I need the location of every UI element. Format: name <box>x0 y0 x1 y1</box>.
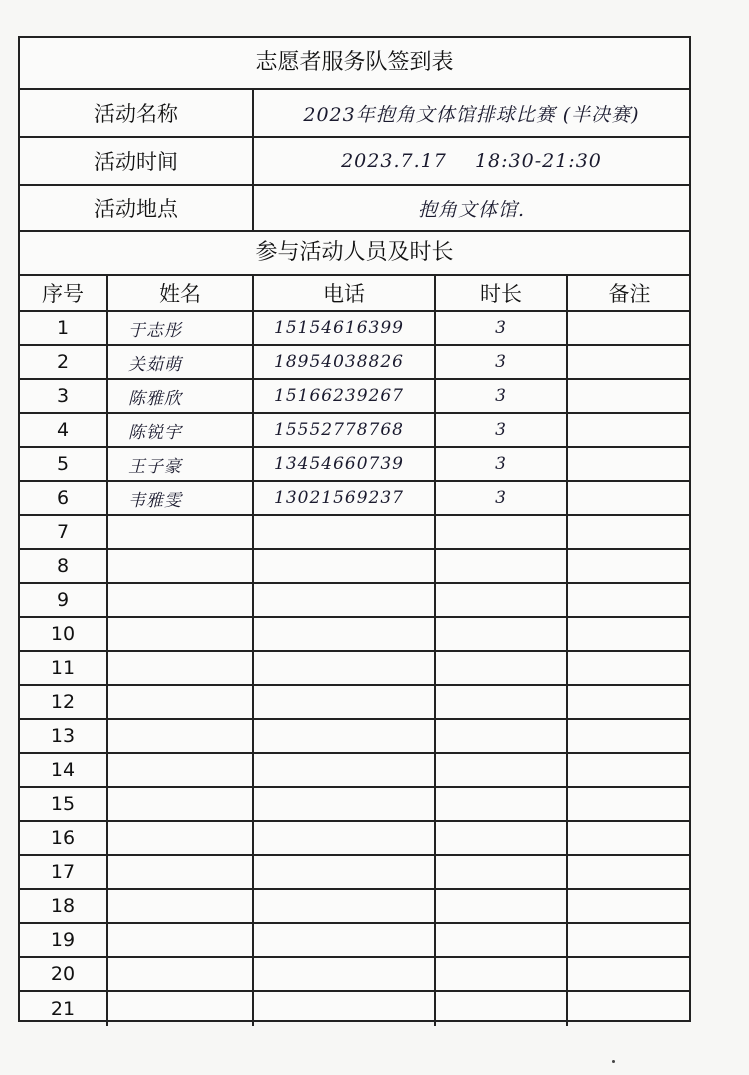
cell-hours <box>436 890 568 922</box>
cell-hours <box>436 686 568 718</box>
info-label: 活动名称 <box>20 90 254 136</box>
cell-note <box>568 448 691 480</box>
cell-note <box>568 924 691 956</box>
table-row <box>20 312 689 346</box>
column-header: 姓名 <box>108 276 254 310</box>
cell-name: 陈雅欣 <box>108 380 254 412</box>
cell-note <box>568 584 691 616</box>
info-value: 抱角文体馆. <box>417 198 526 221</box>
cell-hours <box>436 856 568 888</box>
cell-no: 20 <box>20 958 108 990</box>
info-row-activity-time <box>20 138 689 186</box>
cell-hours <box>436 550 568 582</box>
cell-name <box>108 754 254 786</box>
cell-phone <box>254 788 436 820</box>
cell-note <box>568 958 691 990</box>
column-header: 备注 <box>608 282 651 306</box>
cell-phone: 15154616399 <box>254 312 436 344</box>
cell-no: 14 <box>20 754 108 786</box>
cell-hours: 3 <box>436 312 568 344</box>
cell-no: 11 <box>20 652 108 684</box>
cell-note <box>568 380 691 412</box>
cell-note <box>568 652 691 684</box>
cell-name <box>108 686 254 718</box>
column-header: 时长 <box>436 276 568 310</box>
table-row <box>20 346 689 380</box>
table-row <box>20 822 689 856</box>
cell-phone: 15552778768 <box>254 414 436 446</box>
cell-name <box>108 822 254 854</box>
cell-note <box>568 856 691 888</box>
info-value: 2023.7.17 18:30-21:30 <box>341 150 602 172</box>
cell-name <box>108 550 254 582</box>
speck <box>612 1060 615 1063</box>
cell-phone <box>254 686 436 718</box>
cell-note <box>568 346 691 378</box>
cell-hours <box>436 720 568 752</box>
sheet-title: 志愿者服务队签到表 <box>20 38 689 90</box>
cell-phone <box>254 992 436 1026</box>
cell-name <box>108 890 254 922</box>
cell-name <box>108 516 254 548</box>
section-title: 参与活动人员及时长 <box>20 232 689 276</box>
cell-hours <box>436 788 568 820</box>
table-row <box>20 754 689 788</box>
cell-note <box>568 414 691 446</box>
info-row-activity-location <box>20 186 689 232</box>
cell-hours: 3 <box>436 346 568 378</box>
cell-no: 3 <box>20 380 108 412</box>
cell-no: 13 <box>20 720 108 752</box>
cell-hours <box>436 754 568 786</box>
cell-hours <box>436 958 568 990</box>
cell-no: 21 <box>20 992 108 1026</box>
info-value: 2023年抱角文体馆排球比赛 (半决赛) <box>303 103 640 126</box>
table-row <box>20 380 689 414</box>
cell-no: 4 <box>20 414 108 446</box>
cell-name <box>108 652 254 684</box>
table-row <box>20 414 689 448</box>
cell-hours: 3 <box>436 414 568 446</box>
column-header: 电话 <box>254 276 436 310</box>
cell-no: 16 <box>20 822 108 854</box>
sign-in-sheet <box>18 36 691 1022</box>
cell-no: 6 <box>20 482 108 514</box>
cell-name: 陈锐宇 <box>108 414 254 446</box>
cell-no: 8 <box>20 550 108 582</box>
table-header-row <box>20 276 689 312</box>
cell-no: 17 <box>20 856 108 888</box>
cell-phone: 18954038826 <box>254 346 436 378</box>
cell-name: 韦雅雯 <box>108 482 254 514</box>
table-row <box>20 788 689 822</box>
info-row-activity-name <box>20 90 689 138</box>
cell-note <box>568 550 691 582</box>
cell-hours <box>436 516 568 548</box>
cell-note <box>568 516 691 548</box>
table-row <box>20 448 689 482</box>
cell-note <box>568 618 691 650</box>
table-row <box>20 890 689 924</box>
cell-name <box>108 992 254 1026</box>
cell-no: 12 <box>20 686 108 718</box>
cell-phone <box>254 958 436 990</box>
cell-note <box>568 992 691 1026</box>
cell-name <box>108 618 254 650</box>
cell-note <box>568 890 691 922</box>
cell-phone <box>254 618 436 650</box>
table-row <box>20 856 689 890</box>
cell-hours: 3 <box>436 448 568 480</box>
cell-name: 王子豪 <box>108 448 254 480</box>
cell-note <box>568 822 691 854</box>
table-row <box>20 618 689 652</box>
table-row <box>20 516 689 550</box>
cell-phone <box>254 584 436 616</box>
cell-phone: 13454660739 <box>254 448 436 480</box>
cell-phone <box>254 890 436 922</box>
cell-note <box>568 754 691 786</box>
cell-phone <box>254 516 436 548</box>
cell-phone <box>254 652 436 684</box>
table-row <box>20 992 689 1026</box>
cell-hours: 3 <box>436 380 568 412</box>
cell-phone <box>254 550 436 582</box>
cell-phone: 13021569237 <box>254 482 436 514</box>
cell-no: 1 <box>20 312 108 344</box>
cell-hours: 3 <box>436 482 568 514</box>
cell-hours <box>436 618 568 650</box>
cell-phone <box>254 720 436 752</box>
cell-name <box>108 720 254 752</box>
cell-phone <box>254 924 436 956</box>
cell-no: 9 <box>20 584 108 616</box>
cell-no: 5 <box>20 448 108 480</box>
cell-name: 于志彤 <box>108 312 254 344</box>
cell-no: 15 <box>20 788 108 820</box>
cell-phone <box>254 754 436 786</box>
table-row <box>20 550 689 584</box>
cell-name <box>108 788 254 820</box>
info-label: 活动地点 <box>20 186 254 230</box>
cell-name: 关茹萌 <box>108 346 254 378</box>
cell-note <box>568 788 691 820</box>
cell-no: 18 <box>20 890 108 922</box>
table-row <box>20 686 689 720</box>
cell-note <box>568 482 691 514</box>
cell-phone <box>254 856 436 888</box>
cell-hours <box>436 822 568 854</box>
cell-hours <box>436 992 568 1026</box>
cell-note <box>568 312 691 344</box>
table-row <box>20 482 689 516</box>
cell-hours <box>436 584 568 616</box>
table-row <box>20 924 689 958</box>
cell-name <box>108 584 254 616</box>
cell-no: 2 <box>20 346 108 378</box>
cell-phone <box>254 822 436 854</box>
cell-no: 10 <box>20 618 108 650</box>
cell-name <box>108 924 254 956</box>
info-label: 活动时间 <box>20 138 254 184</box>
cell-note <box>568 686 691 718</box>
column-header: 序号 <box>20 276 108 310</box>
cell-name <box>108 958 254 990</box>
table-row <box>20 720 689 754</box>
table-row <box>20 958 689 992</box>
cell-hours <box>436 652 568 684</box>
cell-note <box>568 720 691 752</box>
table-row <box>20 584 689 618</box>
cell-no: 7 <box>20 516 108 548</box>
cell-phone: 15166239267 <box>254 380 436 412</box>
cell-name <box>108 856 254 888</box>
cell-hours <box>436 924 568 956</box>
cell-no: 19 <box>20 924 108 956</box>
table-row <box>20 652 689 686</box>
